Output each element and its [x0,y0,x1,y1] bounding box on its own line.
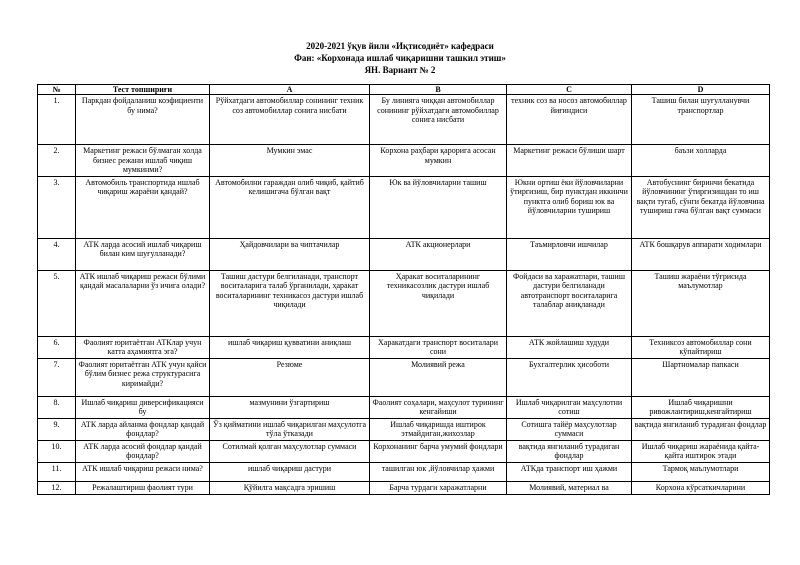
column-header-b: B [370,85,507,95]
cell-number: 2. [38,145,76,177]
cell-question: Фаолият юритаётган АТКлар учун катта аҳамиятга эга? [76,336,210,358]
cell-question: АТК ларда асосий фондлар қандай фондлар? [76,440,210,462]
cell-option-a: ишлаб чиқариш дастури [210,462,370,481]
cell-option-c: Таъмирловчи ишчилар [507,238,632,270]
cell-question: АТК ларда асосий ишлаб чиқариш билан ким шуғулланади? [76,238,210,270]
cell-option-c: АТК жойлашиш худуди [507,336,632,358]
cell-option-b: Корхонанинг барча умумий фондлари [370,440,507,462]
cell-question: АТК ларда айланма фондлар қандай фондлар? [76,418,210,440]
cell-number: 12. [38,481,76,494]
cell-option-d: Автобуснинг биринчи бекатида йўловчининг ўтиргизишдан то иш вақти тугаб, сўнги бекатда йўловчина тушириш гача бўлган вақт суммаси [632,176,770,238]
cell-option-a: Автомобилни гараждан олиб чиқиб, қайтиб келишигача бўлган вақт [210,176,370,238]
cell-option-a: Қўйилга мақсадга эришиш [210,481,370,494]
cell-option-b: Ишлаб чиқаришда иштирок этмайдиган,жихозлар [370,418,507,440]
cell-option-c: Фойдаси ва харажатлари, ташиш дастури белгиланади автотранспорт воситаларига талаблар аниқланади [507,270,632,336]
cell-option-b: Барча турдаги харажатларни [370,481,507,494]
table-row [38,481,770,494]
header-subject: Фан: «Корхонада ишлаб чиқаришни ташкил этиш» [294,53,506,63]
cell-option-c: Ишлаб чиқарилган маҳсулотни сотиш [507,396,632,418]
table-row [38,238,770,270]
cell-number: 6. [38,336,76,358]
cell-question: Автомобиль транспортида ишлаб чиқариш жараёни қандай? [76,176,210,238]
table-row [38,462,770,481]
cell-option-c: Бухгалтерлик ҳисоботи [507,358,632,396]
cell-number: 9. [38,418,76,440]
table-row [38,95,770,145]
column-header-a: A [210,85,370,95]
cell-option-d: Ташиш билан шуғулланувчи транспортлар [632,95,770,145]
cell-option-a: Резюме [210,358,370,396]
header-variant: ЯН. Вариант № 2 [364,65,436,75]
column-header-c: C [507,85,632,95]
cell-question: Маркетинг режаси бўлмаган холда бизнес режани ишлаб чиқиш мумкинми? [76,145,210,177]
cell-option-b: Фаолият соҳалари, маҳсулот турининг кенгайиши [370,396,507,418]
header-department: 2020-2021 ўқув йили «Иқтисодиёт» кафедраси [306,41,494,51]
table-row [38,176,770,238]
cell-option-a: мазмунини ўзгартириш [210,396,370,418]
cell-option-c: Юкни ортиш ёки йўловчиларни ўтиргизиш, бир пунктдан иккинчи пунктга олиб бориш юк ва йўловчиларни тушириш [507,176,632,238]
cell-option-d: вақтида янгиланиб турадиган фондлар [632,418,770,440]
column-header-number: № [38,85,76,95]
cell-option-b: Корхона раҳбари қарорига асосан мумкин [370,145,507,177]
table-row [38,145,770,177]
table-row [38,358,770,396]
cell-number: 7. [38,358,76,396]
cell-option-d: Техниксоз автомобиллар сони кўпайтириш [632,336,770,358]
cell-option-d: Тармоқ маълумотлари [632,462,770,481]
cell-option-d: баъзи холларда [632,145,770,177]
cell-number: 1. [38,95,76,145]
table-row [38,396,770,418]
cell-option-b: ташилган юк ,йўловчилар ҳажми [370,462,507,481]
cell-option-a: Ташиш дастури белгиланади, транспорт воситаларига талаб ўрганилади, ҳаракат воситаларининг техникасоз дастури ишлаб чиқилади [210,270,370,336]
document-header [0,0,800,76]
cell-option-c: техник соз ва носоз автомобиллар йиғиндиси [507,95,632,145]
cell-number: 8. [38,396,76,418]
cell-option-a: Ўз қийматини ишлаб чиқарилган маҳсулотга тўла ўтказади [210,418,370,440]
column-header-question: Тест топшириғи [76,85,210,95]
cell-option-d: Ташиш жараёни тўғрисида маълумотлар [632,270,770,336]
cell-question: Паркдан фойдаланиш коэфициенти бу нима? [76,95,210,145]
table-row [38,270,770,336]
cell-number: 4. [38,238,76,270]
cell-option-a: Мумкин эмас [210,145,370,177]
cell-option-c: АТКда транспорт иш ҳажми [507,462,632,481]
cell-question: Фаолият юритаётган АТК учун қайси бўлим бизнес режа структурасига киримайди? [76,358,210,396]
cell-option-c: Сотишга тайёр маҳсулотлар суммаси [507,418,632,440]
cell-option-b: Бу линияга чиққан автомобиллар сонининг рўйхатдаги автомобиллар сонига нисбати [370,95,507,145]
cell-question: Ишлаб чиқариш диверсификацияси бу [76,396,210,418]
cell-question: Режалаштириш фаолият тури [76,481,210,494]
cell-option-b: Юк ва йўловчиларни ташиш [370,176,507,238]
cell-option-c: вақтида янгиланиб турадиган фондлар [507,440,632,462]
cell-option-c: Маркетинг режаси бўлиши шарт [507,145,632,177]
cell-option-a: Рўйхатдаги автомобиллар сонининг техник соз автомобиллар сонига нисбати [210,95,370,145]
cell-option-a: ишлаб чиқариш қувватини аниқлаш [210,336,370,358]
table-header-row [38,85,770,95]
column-header-d: D [632,85,770,95]
cell-number: 11. [38,462,76,481]
table-row [38,440,770,462]
cell-option-b: Ҳаракат воситаларининг техникасозлик дастури ишлаб чиқилади [370,270,507,336]
cell-option-d: Корхона кўрсаткичларини [632,481,770,494]
cell-option-b: Харакатдаги транспорт воситалари сони [370,336,507,358]
table-row [38,336,770,358]
cell-question: АТК ишлаб чиқариш режаси бўлими қандай масалаларни ўз ичига олади? [76,270,210,336]
cell-option-d: Ишлаб чиқариш жараёнида қайта-қайта иштирок этади [632,440,770,462]
cell-option-a: Ҳайдовчилари ва чиптачилар [210,238,370,270]
cell-number: 3. [38,176,76,238]
cell-option-b: Молиявий режа [370,358,507,396]
cell-number: 10. [38,440,76,462]
cell-option-d: Шартномалар папкаси [632,358,770,396]
cell-option-d: АТК бошқарув аппарати ходимлари [632,238,770,270]
cell-option-c: Молиявий, материал ва [507,481,632,494]
test-table [37,84,770,495]
cell-question: АТК ишлаб чиқариш режаси нима? [76,462,210,481]
cell-number: 5. [38,270,76,336]
table-row [38,418,770,440]
cell-option-d: Ишлаб чиқаришни ривожлантириш,кенгайтириш [632,396,770,418]
cell-option-a: Сотилмай қолган маҳсулотлар суммаси [210,440,370,462]
cell-option-b: АТК акционерлари [370,238,507,270]
